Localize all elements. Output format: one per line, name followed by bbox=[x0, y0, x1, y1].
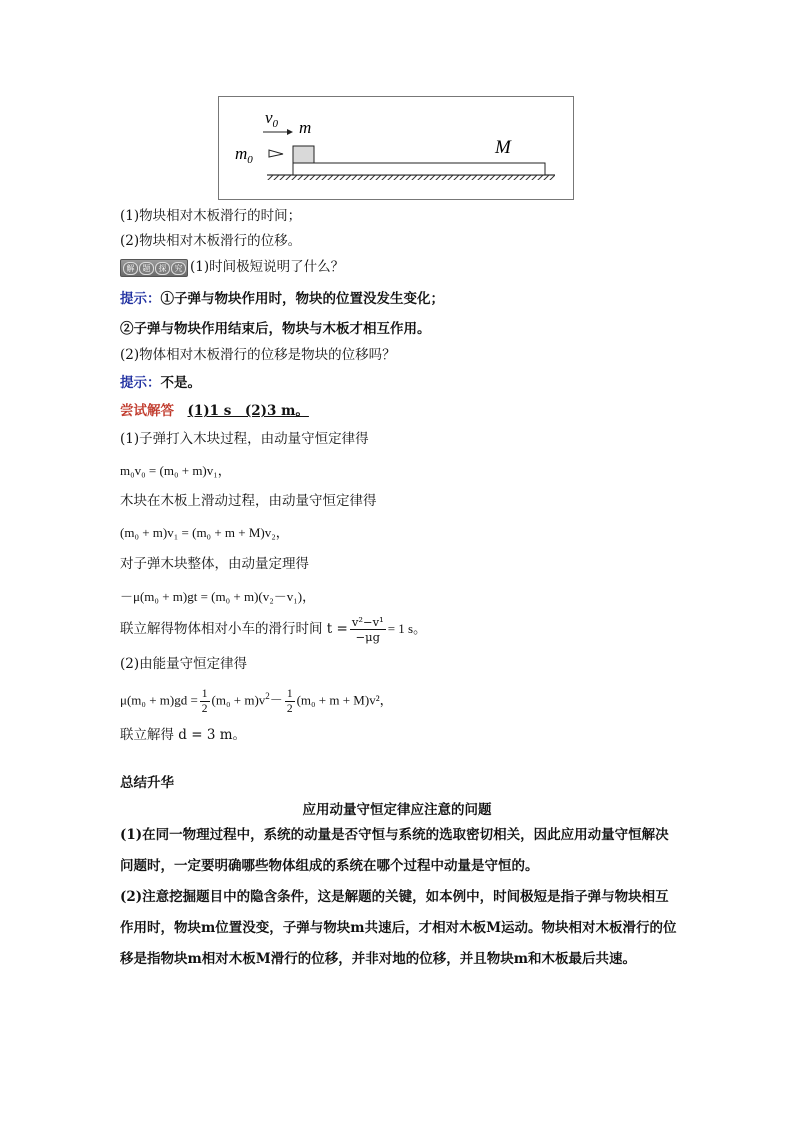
summary-p2: (2)注意挖掘题目中的隐含条件，这是解题的关键，如本例中，时间极短是指子弹与物块相互作用时，物块m位置没变，子弹与物块m共速后，才相对木板M运动。物块相对木板滑行的位移是指物块m相对木板M滑行的位移，并非对地的位移，并且物块m和木板最后共速。 bbox=[120, 889, 677, 967]
ground-hatch bbox=[267, 175, 555, 180]
hint-1: 提示：①子弹与物块作用时，物块的位置没发生变化； bbox=[120, 291, 444, 307]
explore-q2: (2)物体相对木板滑行的位移是物块的位移吗？ bbox=[120, 347, 396, 363]
equation-1: m₀v₀ = (m₀ + m)v₁， bbox=[120, 463, 231, 478]
label-M: M bbox=[495, 137, 511, 158]
board-M bbox=[293, 163, 545, 175]
answer-step6: 联立解得 d = 3 m。 bbox=[120, 727, 247, 743]
equation-2: (m₀ + m)v₁ = (m₀ + m + M)v₂， bbox=[120, 525, 289, 540]
label-v0: $v_0$ bbox=[265, 108, 279, 130]
block-m bbox=[293, 146, 314, 163]
physics-diagram bbox=[218, 96, 574, 200]
answer-step2: 木块在木板上滑动过程，由动量守恒定律得 bbox=[120, 493, 377, 509]
answer-step5: (2)由能量守恒定律得 bbox=[120, 656, 248, 672]
answer-step1: (1)子弹打入木块过程，由动量守恒定律得 bbox=[120, 431, 369, 447]
summary-heading: 总结升华 bbox=[120, 775, 174, 791]
equation-5: μ(m₀ + m)gd = $\frac{1}{2}$ $(m_0 + m)v^2-$ $\frac{1}{2}$ (m₀ + m + M)v²， bbox=[120, 687, 393, 715]
explore-badge: 解 题 探 究 bbox=[120, 259, 188, 277]
hint-3: 提示：不是。 bbox=[120, 375, 201, 391]
hint-2: ②子弹与物块作用结束后，物块与木板才相互作用。 bbox=[120, 321, 431, 337]
answer-step3: 对子弹木块整体，由动量定理得 bbox=[120, 556, 309, 572]
bullet-block-board-svg bbox=[219, 97, 575, 201]
label-m0: $m_0$ bbox=[235, 144, 253, 166]
explore-q1: 解 题 探 究 (1)时间极短说明了什么？ bbox=[120, 258, 344, 277]
summary-p1: (1)在同一物理过程中，系统的动量是否守恒与系统的选取密切相关，因此应用动量守恒解决问题时，一定要明确哪些物体组成的系统在哪个过程中动量是守恒的。 bbox=[120, 827, 669, 874]
label-m: m bbox=[299, 118, 312, 137]
answer-step4: 联立解得物体相对小车的滑行时间 t = $\frac{\text{v²−v¹}}{-\mu g}$ = 1 s。 bbox=[120, 615, 427, 644]
equation-3: －μ(m₀ + m)gt = (m₀ + m)(v₂－v₁)， bbox=[120, 589, 316, 604]
bullet-m0 bbox=[269, 150, 283, 157]
answer-header: 尝试解答 (1)1 s (2)3 m。 bbox=[120, 403, 309, 419]
summary-title: 应用动量守恒定律应注意的问题 bbox=[302, 802, 492, 818]
time-fraction: $\frac{\text{v²−v¹}}{-\mu g}$ bbox=[351, 615, 384, 644]
question-1: (1)物块相对木板滑行的时间； bbox=[120, 208, 302, 224]
question-2: (2)物块相对木板滑行的位移。 bbox=[120, 233, 302, 249]
